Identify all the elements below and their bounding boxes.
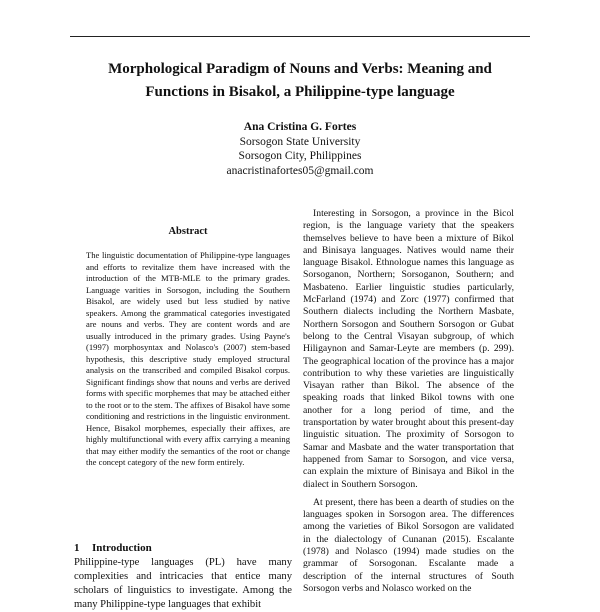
author-affiliation: Sorsogon State University xyxy=(239,135,361,148)
abstract-text: The linguistic documentation of Philippine-type languages and efforts to revitalize them have increased with the introduction of the MTB-MLE to the primary grades. Language varities in Sorsogon, including the Southern Bisakol, are widely used but less studied by native speakers. Among the grammatical categories investigated are nouns and verbs. They are content words and are usually introduced in the primary grades. Using Payne's (1997) morphosyntax and Nolasco's (2007) stem-based hypothesis, this descriptive study employed structural analysis on the transcribed and compiled Bisakol corpus. Significant findings show that nouns and verbs are derived forms with specific morphemes that may be attached either to the root or to the stem. The affixes of Bisakol have some conditioning and restrictions in the linguistic environment. Hence, Bisakol morphemes, especially their affixes, are highly multifunctional with every affix carrying a meaning that may either modify the semantics of the root or change the concept category of the new form entirely. xyxy=(86,250,290,467)
introduction-heading xyxy=(74,542,152,554)
author-name: Ana Cristina G. Fortes xyxy=(243,121,357,133)
body-paragraph-2: At present, there has been a dearth of studies on the languages spoken in Sorsogon area. The differences among the varieties of Bikol Sorsogon are validated in the dialectology of Cunanan (2015). Escalante (1978) and Nolasco (1994) made studies on the grammar of Sorsogonan. Escalante made a description of the internal structures of South Sorsogon verbs and Nolasco worked on the xyxy=(303,496,514,594)
right-column xyxy=(303,208,514,595)
top-rule xyxy=(70,36,530,37)
author-location: Sorsogon City, Philippines xyxy=(238,150,362,162)
section-title: Introduction xyxy=(92,542,152,554)
body-paragraph-1: Interesting in Sorsogon, a province in the Bicol region, is the language variety that the speakers themselves believe to have been a mixture of Bikol and Binisaya languages. Natives would name their language Bisakol. Ethnologue names this language as Sorsoganon, Northern; Sorsoganon, Southern; and Masbateno. Earlier linguistic studies particularly, McFarland (1974) and Zorc (1977) confirmed that Southern dialects including the Northern Masbate, Northern Sorsogon and Southern Sorsogon or Gubat belong to the Central Visayan subgroup, of which Hiligaynon and Samar-Leyte are members (p. 299). The geographical location of the province has a major contribution to why these varieties are linguistically Visayan rather than Bikol. The absence of the speaking roads that linked Bikol towns with one another for a long period of time, and the transportation by water brought about this present-day linguistic situation. The proximity of Sorsogon to Samar and Masbate and the water transportation that happened from Samar to Sorsogon, and vice versa, can explain the mixture of Binisaya and Bikol in the dialect in Southern Sorsogon. xyxy=(303,208,514,490)
author-block xyxy=(150,120,450,178)
author-email: anacristinafortes05@gmail.com xyxy=(226,164,374,177)
paper-title xyxy=(60,58,540,104)
title-line-1: Morphological Paradigm of Nouns and Verbs: Meaning and xyxy=(108,61,492,77)
title-line-2: Functions in Bisakol, a Philippine-type language xyxy=(145,84,455,100)
abstract-section xyxy=(86,226,290,469)
abstract-heading: Abstract xyxy=(168,226,208,237)
section-number: 1 xyxy=(74,542,80,554)
introduction-text: Philippine-type languages (PL) have many complexities and intricacies that entice many scholars of linguistics to investigate. Among the many Philippine-type languages that exhibit xyxy=(74,557,292,610)
